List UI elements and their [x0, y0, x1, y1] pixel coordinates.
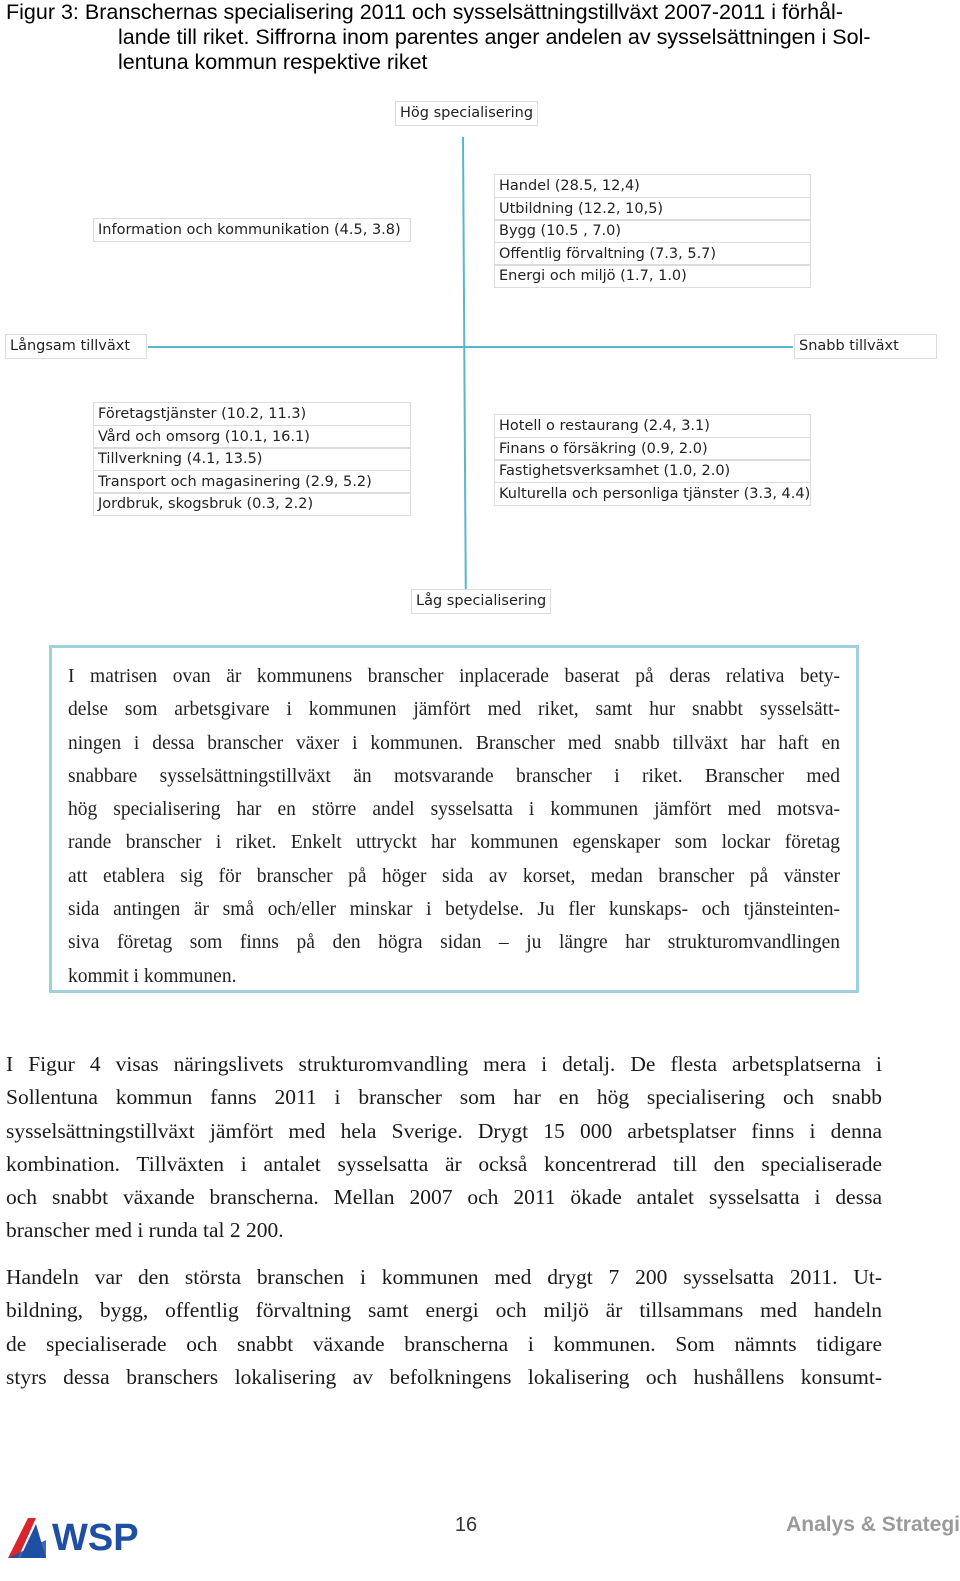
text-line: I Figur 4 visas näringslivets strukturomvandling mera i detalj. De flesta arbetsplatserna i [6, 1052, 882, 1076]
axis-label-right: Snabb tillväxt [794, 334, 937, 359]
vertical-axis [462, 137, 467, 607]
quadrant-item: Jordbruk, skogsbruk (0.3, 2.2) [93, 492, 411, 516]
text-line: Handeln var den största branschen i kommunen med drygt 7 200 sysselsatta 2011. Ut- [6, 1265, 882, 1289]
text-line: delse som arbetsgivare i kommunen jämfört med riket, samt hur snabbt sysselsätt- [68, 699, 840, 721]
quadrant-bottom-left [93, 402, 411, 516]
text-line: hög specialisering har en större andel sysselsatta i kommunen jämfört med motsva- [68, 799, 840, 821]
wsp-logo [6, 1510, 166, 1560]
page-number: 16 [454, 1514, 478, 1536]
body-paragraph-2 [6, 1261, 882, 1394]
quadrant-item: Vård och omsorg (10.1, 16.1) [93, 425, 411, 449]
footer-section-title: Analys & Strategi [786, 1513, 960, 1536]
quadrant-item: Handel (28.5, 12,4) [494, 174, 811, 198]
caption-line: Figur 3: Branschernas specialisering 2011 och sysselsättningstillväxt 2007-2011 i förhål- [6, 0, 843, 24]
text-line: kommit i kommunen. [68, 965, 237, 987]
specialisation-matrix [0, 0, 960, 640]
text-line: siva företag som finns på den högra sidan – ju längre har strukturomvandlingen [68, 932, 840, 954]
axis-label-bottom: Låg specialisering [411, 589, 551, 614]
text-line: ningen i dessa branscher växer i kommunen. Branscher med snabb tillväxt har haft en [68, 732, 840, 754]
text-line: kombination. Tillväxten i antalet sysselsatta är också koncentrerad till den specialiserade [6, 1151, 882, 1176]
quadrant-item: Energi och miljö (1.7, 1.0) [494, 264, 811, 288]
quadrant-item: Tillverkning (4.1, 13.5) [93, 447, 411, 471]
caption-line: lande till riket. Siffrorna inom parentes anger andelen av sysselsättningen i Sol- [118, 25, 871, 49]
text-line: sysselsättningstillväxt jämfört med hela Sverige. Drygt 15 000 arbetsplatser finns i denna [6, 1118, 882, 1143]
quadrant-item: Kulturella och personliga tjänster (3.3, 4.4) [494, 482, 811, 506]
caption-line: lentuna kommun respektive riket [118, 50, 428, 74]
text-line: branscher med i runda tal 2 200. [6, 1218, 284, 1243]
quadrant-item: Företagstjänster (10.2, 11.3) [93, 402, 411, 426]
quadrant-item: Transport och magasinering (2.9, 5.2) [93, 470, 411, 494]
quadrant-top-left [93, 218, 411, 242]
text-line: och snabbt växande branscherna. Mellan 2007 och 2011 ökade antalet sysselsatta i dessa [6, 1185, 882, 1210]
quadrant-item: Fastighetsverksamhet (1.0, 2.0) [494, 459, 811, 483]
text-line: de specialiserade och snabbt växande branscherna i kommunen. Som nämnts tidigare [6, 1331, 882, 1356]
explanation-box [49, 645, 859, 993]
text-line: Sollentuna kommun fanns 2011 i branscher som har en hög specialisering och snabb [6, 1085, 882, 1110]
quadrant-item: Offentlig förvaltning (7.3, 5.7) [494, 242, 811, 266]
quadrant-item: Hotell o restaurang (2.4, 3.1) [494, 414, 811, 438]
quadrant-bottom-right [494, 414, 811, 506]
text-line: att etablera sig för branscher på höger sida av korset, medan branscher på vänster [68, 865, 840, 887]
axis-label-left: Långsam tillväxt [5, 334, 147, 359]
horizontal-axis [148, 346, 793, 348]
quadrant-item: Information och kommunikation (4.5, 3.8) [93, 218, 411, 242]
text-line: I matrisen ovan är kommunens branscher inplacerade baserat på deras relativa bety- [68, 666, 840, 687]
body-paragraph-1 [6, 1048, 882, 1248]
text-line: rande branscher i riket. Enkelt uttryckt har kommunen egenskaper som lockar företag [68, 832, 840, 854]
text-line: snabbare sysselsättningstillväxt än motsvarande branscher i riket. Branscher med [68, 765, 840, 787]
quadrant-item: Bygg (10.5 , 7.0) [494, 219, 811, 243]
text-line: bildning, bygg, offentlig förvaltning samt energi och miljö är tillsammans med handeln [6, 1298, 882, 1323]
text-line: sida antingen är små och/eller minskar i betydelse. Ju fler kunskaps- och tjänsteinten- [68, 899, 840, 921]
wsp-logo-icon [6, 1510, 166, 1560]
quadrant-item: Finans o försäkring (0.9, 2.0) [494, 437, 811, 461]
logo-text: WSP [52, 1517, 139, 1559]
text-line: styrs dessa branschers lokalisering av befolkningens lokalisering och hushållens konsumt- [6, 1364, 882, 1389]
quadrant-item: Utbildning (12.2, 10,5) [494, 197, 811, 221]
quadrant-top-right [494, 174, 811, 288]
axis-label-top: Hög specialisering [395, 101, 538, 126]
